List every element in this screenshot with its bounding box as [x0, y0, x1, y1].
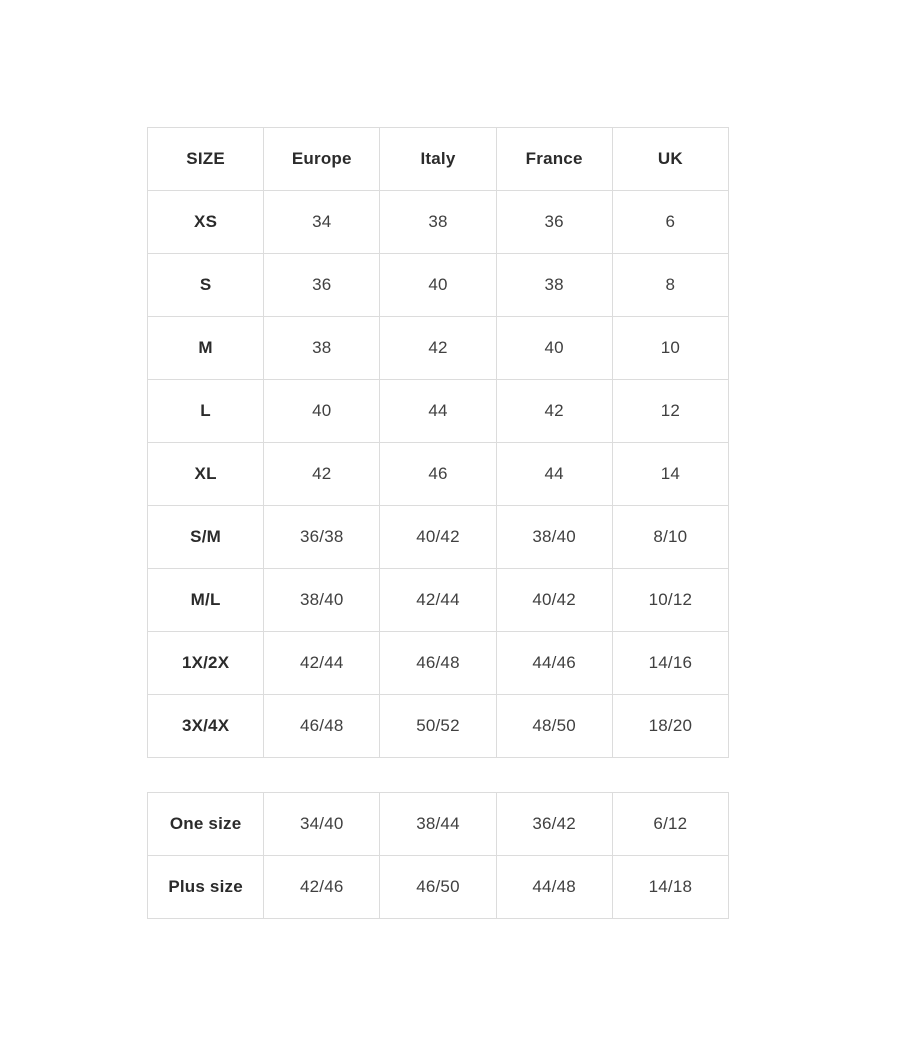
size-chart-container [147, 127, 729, 919]
table-row-m [148, 317, 729, 380]
value-uk: 6 [612, 191, 728, 254]
special-sizes-table [147, 792, 729, 919]
value-uk: 10/12 [612, 569, 728, 632]
value-france: 44 [496, 443, 612, 506]
value-europe: 42/46 [264, 856, 380, 919]
size-label: XS [148, 191, 264, 254]
value-europe: 42 [264, 443, 380, 506]
value-uk: 6/12 [612, 793, 728, 856]
table-row-1x-2x [148, 632, 729, 695]
value-italy: 42 [380, 317, 496, 380]
value-europe: 46/48 [264, 695, 380, 758]
value-uk: 12 [612, 380, 728, 443]
value-italy: 46 [380, 443, 496, 506]
value-france: 42 [496, 380, 612, 443]
value-uk: 8/10 [612, 506, 728, 569]
size-label: M/L [148, 569, 264, 632]
value-france: 44/46 [496, 632, 612, 695]
value-italy: 38/44 [380, 793, 496, 856]
column-header-europe: Europe [264, 128, 380, 191]
table-row-3x-4x [148, 695, 729, 758]
table-row-plus-size [148, 856, 729, 919]
value-italy: 40/42 [380, 506, 496, 569]
value-europe: 38/40 [264, 569, 380, 632]
size-label: 3X/4X [148, 695, 264, 758]
table-row-s [148, 254, 729, 317]
value-uk: 14/16 [612, 632, 728, 695]
value-italy: 46/48 [380, 632, 496, 695]
value-europe: 42/44 [264, 632, 380, 695]
value-europe: 38 [264, 317, 380, 380]
value-europe: 34/40 [264, 793, 380, 856]
value-france: 40 [496, 317, 612, 380]
size-label: Plus size [148, 856, 264, 919]
value-uk: 14 [612, 443, 728, 506]
size-label: One size [148, 793, 264, 856]
table-header-row [148, 128, 729, 191]
table-row-m-l [148, 569, 729, 632]
value-france: 36/42 [496, 793, 612, 856]
size-label: M [148, 317, 264, 380]
size-label: 1X/2X [148, 632, 264, 695]
table-row-xl [148, 443, 729, 506]
size-label: XL [148, 443, 264, 506]
value-france: 36 [496, 191, 612, 254]
value-france: 44/48 [496, 856, 612, 919]
column-header-italy: Italy [380, 128, 496, 191]
value-italy: 40 [380, 254, 496, 317]
size-conversion-table [147, 127, 729, 758]
size-label: S [148, 254, 264, 317]
column-header-uk: UK [612, 128, 728, 191]
value-italy: 38 [380, 191, 496, 254]
value-france: 40/42 [496, 569, 612, 632]
value-france: 38/40 [496, 506, 612, 569]
value-uk: 10 [612, 317, 728, 380]
value-europe: 36 [264, 254, 380, 317]
table-row-l [148, 380, 729, 443]
value-italy: 50/52 [380, 695, 496, 758]
value-france: 48/50 [496, 695, 612, 758]
value-europe: 34 [264, 191, 380, 254]
value-uk: 14/18 [612, 856, 728, 919]
size-label: S/M [148, 506, 264, 569]
value-italy: 42/44 [380, 569, 496, 632]
table-row-s-m [148, 506, 729, 569]
table-row-xs [148, 191, 729, 254]
value-france: 38 [496, 254, 612, 317]
value-italy: 46/50 [380, 856, 496, 919]
size-label: L [148, 380, 264, 443]
value-europe: 40 [264, 380, 380, 443]
column-header-france: France [496, 128, 612, 191]
value-uk: 8 [612, 254, 728, 317]
column-header-size: SIZE [148, 128, 264, 191]
value-uk: 18/20 [612, 695, 728, 758]
value-italy: 44 [380, 380, 496, 443]
value-europe: 36/38 [264, 506, 380, 569]
table-row-one-size [148, 793, 729, 856]
